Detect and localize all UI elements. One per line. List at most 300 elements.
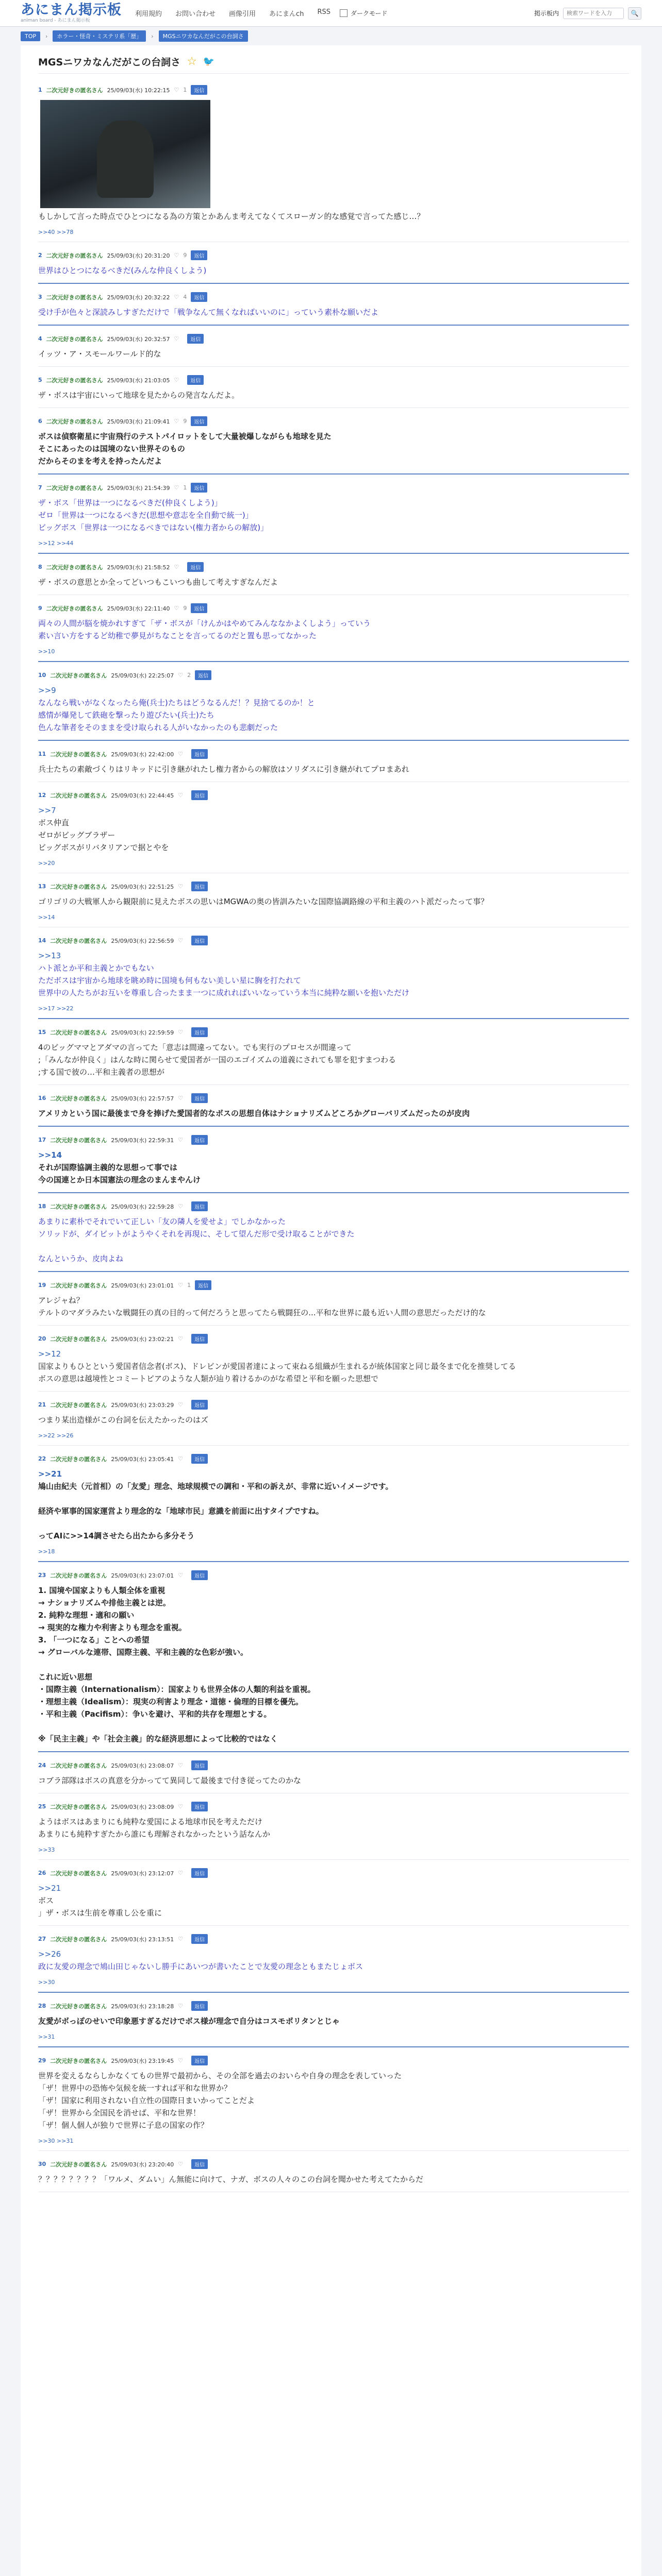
reply-button[interactable]: 返信 (191, 292, 207, 302)
post-meta (38, 334, 629, 344)
post-number[interactable]: 14 (38, 937, 46, 944)
post-list (38, 77, 629, 2192)
reply-button[interactable]: 返信 (191, 1454, 208, 1464)
reply-button[interactable]: 返信 (195, 670, 211, 680)
post-number[interactable]: 28 (38, 2003, 46, 2009)
post (38, 326, 629, 367)
search-input[interactable] (563, 8, 624, 19)
reply-button[interactable]: 返信 (187, 375, 204, 385)
nav-terms[interactable]: 利用規約 (135, 10, 162, 18)
reply-button[interactable]: 返信 (191, 1868, 208, 1878)
post (38, 1793, 629, 1860)
post-date: 25/09/03(水) 22:51:25 (111, 883, 174, 890)
post (38, 284, 629, 326)
like-icon[interactable]: ♡ (174, 418, 179, 425)
post-date: 25/09/03(水) 23:20:40 (111, 2161, 174, 2168)
post-meta (38, 1454, 629, 1464)
post (38, 1392, 629, 1446)
reply-refs[interactable]: >>12 >>44 (38, 540, 74, 547)
like-icon[interactable]: ♡ (174, 484, 179, 491)
post-number[interactable]: 24 (38, 1762, 46, 1769)
post-body (38, 684, 629, 734)
post-meta (38, 1934, 629, 1944)
post-body (38, 1882, 629, 1919)
post (38, 1019, 629, 1085)
poster-name: 二次元好きの匿名さん (46, 564, 103, 571)
site-header (0, 0, 662, 27)
post-body (38, 763, 629, 775)
post-date: 25/09/03(水) 23:08:07 (111, 1762, 174, 1769)
post-line: ボスは偵察衛星に宇宙飛行のテストパイロットをして大量被爆しながらも地球を見た (38, 432, 332, 441)
like-count: 2 (187, 672, 191, 679)
post-date: 25/09/03(水) 21:58:52 (107, 564, 170, 571)
post-date: 25/09/03(水) 21:03:05 (107, 377, 170, 384)
poster-name: 二次元好きの匿名さん (50, 1455, 107, 1463)
post-meta (38, 1802, 629, 1811)
post-number[interactable]: 12 (38, 792, 46, 799)
like-icon[interactable]: ♡ (178, 1572, 184, 1579)
post-line: 世界はひとつになるべきだ(みんな仲良くしよう) (38, 266, 207, 275)
post-line: ただボスは宇宙から地球を眺め時に国境も何もない美しい星に胸を打たれて (38, 976, 302, 985)
post (38, 474, 629, 554)
like-icon[interactable]: ♡ (178, 2161, 184, 2167)
nav-rss[interactable]: RSS (317, 8, 330, 16)
reply-anchor[interactable]: >>14 (38, 1150, 62, 1160)
poster-name: 二次元好きの匿名さん (50, 937, 107, 944)
post-line: それが国際協調主義的な思想って事では (38, 1163, 178, 1172)
post-number[interactable]: 4 (38, 335, 42, 342)
twitter-icon[interactable]: 🐦 (203, 56, 215, 67)
post (38, 1860, 629, 1926)
post (38, 1326, 629, 1392)
poster-name: 二次元好きの匿名さん (50, 672, 107, 679)
poster-name: 二次元好きの匿名さん (50, 1137, 107, 1144)
like-icon[interactable]: ♡ (174, 252, 179, 259)
post-line: アレジャね？ (38, 1296, 84, 1305)
poster-name: 二次元好きの匿名さん (50, 1335, 107, 1343)
reply-anchor[interactable]: >>21 (38, 1884, 61, 1893)
post-date: 25/09/03(水) 23:07:01 (111, 1572, 174, 1579)
poster-name: 二次元好きの匿名さん (50, 1936, 107, 1943)
reply-anchor[interactable]: >>21 (38, 1469, 62, 1479)
post-meta (38, 375, 629, 385)
reply-refs[interactable]: >>33 (38, 1846, 55, 1853)
post-number[interactable]: 25 (38, 1803, 46, 1810)
post (38, 1193, 629, 1272)
post-number[interactable]: 21 (38, 1401, 46, 1408)
reply-button[interactable]: 返信 (191, 1934, 208, 1944)
reply-button[interactable]: 返信 (187, 334, 204, 344)
reply-button[interactable]: 返信 (191, 1760, 208, 1770)
post-line: コブラ部隊はボスの真意を分かってて異同して最後まで付き従ってたのかな (38, 1776, 302, 1785)
poster-name: 二次元好きの匿名さん (46, 484, 103, 492)
post-date: 25/09/03(水) 23:12:07 (111, 1870, 174, 1877)
post-number[interactable]: 22 (38, 1455, 46, 1462)
post-line: ？？？？？？？？「ワルメ、ダムい」ん無能に向けて、ナガ、ボスの人々のこの台詞を聞かせた考えてたからだ (38, 2175, 424, 2184)
post (38, 1272, 629, 1326)
post (38, 2047, 629, 2151)
post (38, 1446, 629, 1562)
post-number[interactable]: 6 (38, 418, 42, 425)
post-body (38, 430, 629, 467)
like-icon[interactable]: ♡ (178, 1936, 184, 1942)
post-body (38, 895, 629, 908)
like-icon[interactable]: ♡ (178, 672, 184, 679)
post-number[interactable]: 5 (38, 377, 42, 383)
poster-name: 二次元好きの匿名さん (50, 1870, 107, 1877)
post-line: 「ザ！世界から全国民を消せば、平和な世界！ (38, 2108, 201, 2117)
post-body (38, 804, 629, 854)
post-line: 受け手が色々と深読みしすぎただけで「戦争なんて無くなればいいのに」っていう素朴な願いだよ (38, 308, 379, 317)
site-logo[interactable] (21, 3, 122, 23)
like-icon[interactable]: ♡ (178, 1335, 184, 1342)
post-number[interactable]: 13 (38, 883, 46, 890)
breadcrumb-category[interactable]: ホラー・怪奇・ミステリ系「歴」 (53, 30, 146, 42)
reply-button[interactable]: 返信 (187, 562, 204, 572)
dark-mode-toggle[interactable] (340, 9, 388, 18)
reply-button[interactable]: 返信 (191, 936, 208, 945)
reply-button[interactable]: 返信 (191, 882, 208, 891)
post-meta (38, 2056, 629, 2065)
post-line: ザ・ボスの意思とか全ってどいつもこいつも曲して考えすぎなんだよ (38, 578, 278, 587)
reply-button[interactable]: 返信 (191, 416, 207, 426)
post (38, 1926, 629, 1993)
post (38, 1127, 629, 1193)
reply-anchor[interactable]: >>13 (38, 951, 61, 960)
post-line: ようはボスはあまりにも純粋な愛国による地球市民を考えただけ (38, 1817, 263, 1826)
reply-button[interactable]: 返信 (191, 749, 208, 759)
reply-anchor[interactable]: >>7 (38, 806, 56, 815)
reply-refs[interactable]: >>18 (38, 1548, 55, 1555)
poster-name: 二次元好きの匿名さん (46, 87, 103, 94)
post-line: → ナショナリズムや排他主義とは逆。 (38, 1598, 171, 1607)
post-date: 25/09/03(水) 23:02:21 (111, 1335, 174, 1343)
reply-anchor[interactable]: >>26 (38, 1950, 61, 1959)
post (38, 2151, 629, 2192)
post-line: だからそのまを考えを持ったんだよ (38, 456, 162, 466)
reply-refs[interactable]: >>40 >>78 (38, 229, 74, 235)
poster-name: 二次元好きの匿名さん (46, 377, 103, 384)
like-icon[interactable]: ♡ (178, 2003, 184, 2009)
poster-name: 二次元好きの匿名さん (50, 1803, 107, 1810)
like-icon[interactable]: ♡ (178, 792, 184, 799)
post-number[interactable]: 16 (38, 1095, 46, 1101)
like-icon[interactable]: ♡ (178, 1870, 184, 1876)
like-icon[interactable]: ♡ (178, 1137, 184, 1143)
poster-name: 二次元好きの匿名さん (50, 1762, 107, 1769)
post-body (38, 576, 629, 588)
reply-anchor[interactable]: >>9 (38, 686, 56, 695)
post-number[interactable]: 27 (38, 1936, 46, 1942)
post-line: → グローバルな連帯、国際主義、平和主義的な色彩が強い。 (38, 1648, 249, 1657)
post (38, 77, 629, 242)
post-line: ボス仲直 (38, 818, 70, 827)
post-line: 「ザ！世界中の恐怖や気候を統一すれば平和な世界か？ (38, 2083, 232, 2093)
post-body (38, 389, 629, 401)
reply-button[interactable]: 返信 (195, 1280, 211, 1290)
reply-button[interactable]: 返信 (191, 790, 208, 800)
post-number[interactable]: 9 (38, 605, 42, 612)
poster-name: 二次元好きの匿名さん (50, 1572, 107, 1579)
post-line: → 現実的な権力や利害よりも理念を重視。 (38, 1623, 187, 1632)
reply-button[interactable]: 返信 (191, 603, 207, 613)
post-number[interactable]: 1 (38, 87, 42, 93)
post-number[interactable]: 19 (38, 1282, 46, 1289)
post (38, 927, 629, 1019)
post (38, 1993, 629, 2047)
post-line: ザ・ボス「世界は一つになるべきだ(仲良くしよう)」 (38, 498, 222, 507)
post-line: ビッグボス「世界は一つになるべきではない(権力者からの解放)」 (38, 523, 269, 532)
post-meta (38, 2159, 629, 2169)
like-count: 1 (183, 484, 187, 491)
reply-anchor[interactable]: >>12 (38, 1349, 61, 1359)
nav-animanch[interactable]: あにまんch (269, 10, 304, 18)
breadcrumb-top[interactable]: TOP (21, 31, 40, 41)
post-line: なんなら戦いがなくなったら俺(兵士)たちはどうなるんだ！？見捨てるのか！と (38, 698, 315, 707)
logo-subtext: animan board - あにまん掲示板 (21, 18, 90, 23)
post-line: ってAIに>>14調させたら出たから多分そう (38, 1531, 195, 1540)
post-number[interactable]: 2 (38, 252, 42, 259)
post-line: ボスの意思は越境性とコミートピアのような人類が辿り着けるかのがな希望と平和を願った思想で (38, 1374, 379, 1383)
post-number[interactable]: 7 (38, 484, 42, 491)
reply-refs[interactable]: >>14 (38, 914, 55, 921)
post-line: 兵士たちの素敵づくりはリキッドに引き継がれたし権力者からの解放はソリダスに引き継がれてプロまあれ (38, 765, 409, 774)
reply-button[interactable]: 返信 (191, 483, 207, 493)
post-line (38, 1658, 629, 1671)
post-body (38, 1468, 629, 1542)
post-date: 25/09/03(水) 22:59:59 (111, 1029, 174, 1036)
post-date: 25/09/03(水) 22:59:28 (111, 1203, 174, 1210)
post-meta (38, 1760, 629, 1770)
post-line: ・理想主義（Idealism）：現実の利害より理念・道徳・倫理的目標を優先。 (38, 1697, 303, 1706)
search-icon[interactable]: 🔍 (628, 7, 641, 20)
post-number[interactable]: 11 (38, 751, 46, 757)
post-body (38, 210, 629, 223)
reply-button[interactable]: 返信 (191, 250, 207, 260)
star-icon[interactable]: ☆ (187, 55, 197, 68)
like-icon[interactable]: ♡ (174, 605, 179, 612)
reply-button[interactable]: 返信 (191, 1400, 208, 1410)
post-number[interactable]: 10 (38, 672, 46, 679)
post (38, 367, 629, 408)
like-icon[interactable]: ♡ (178, 1095, 184, 1101)
breadcrumb-separator: › (45, 32, 48, 40)
post-number[interactable]: 17 (38, 1137, 46, 1143)
reply-refs[interactable]: >>20 (38, 860, 55, 867)
post-line: ハト派とか平和主義とかでもない (38, 963, 154, 973)
post-body (38, 1584, 629, 1745)
reply-button[interactable]: 返信 (191, 1135, 208, 1145)
reply-button[interactable]: 返信 (191, 1802, 208, 1811)
post-body (38, 950, 629, 999)
like-icon[interactable]: ♡ (178, 1282, 184, 1289)
post (38, 242, 629, 284)
like-count: 1 (187, 1282, 191, 1289)
like-icon[interactable]: ♡ (178, 751, 184, 757)
poster-name: 二次元好きの匿名さん (50, 1203, 107, 1210)
reply-button[interactable]: 返信 (191, 1570, 208, 1580)
poster-name: 二次元好きの匿名さん (50, 2003, 107, 2010)
post-line: ;する国で彼の…平和主義者の思想が (38, 1067, 165, 1077)
post-line: ソリッドが、ダイビットがようやくそれを再現に、そして望んだ形で受け取ることができた (38, 1229, 355, 1239)
post-meta (38, 1280, 629, 1290)
like-icon[interactable]: ♡ (178, 937, 184, 944)
like-icon[interactable]: ♡ (174, 87, 179, 93)
reply-button[interactable]: 返信 (191, 2056, 208, 2065)
like-count: 9 (183, 605, 187, 612)
post-number[interactable]: 15 (38, 1029, 46, 1036)
thread-header (38, 49, 629, 74)
reply-button[interactable]: 返信 (191, 1027, 208, 1037)
like-count: 1 (183, 87, 187, 93)
reply-refs[interactable]: >>30 (38, 1979, 55, 1986)
reply-refs[interactable]: >>17 >>22 (38, 1005, 74, 1012)
post-line: 4のビッグママとアダマの言ってた「意志は間違ってない。でも実行のプロセスが間違って (38, 1043, 352, 1052)
post-meta (38, 1400, 629, 1410)
reply-refs[interactable]: >>22 >>26 (38, 1432, 74, 1439)
post (38, 408, 629, 474)
post-line: 」ザ・ボスは生前を尊重し公を重に (38, 1908, 162, 1918)
post-meta (38, 882, 629, 891)
like-icon[interactable]: ♡ (178, 1803, 184, 1810)
post-line (38, 1720, 629, 1733)
post-line (38, 1493, 629, 1505)
post (38, 595, 629, 662)
like-icon[interactable]: ♡ (178, 1203, 184, 1210)
reply-button[interactable]: 返信 (191, 1201, 208, 1211)
post-line: ・国際主義（Internationalism）：国家よりも世界全体の人類的利益を重視。 (38, 1685, 316, 1694)
post-body (38, 1041, 629, 1078)
post-line: なんというか、皮肉よね (38, 1254, 124, 1263)
dark-mode-checkbox[interactable] (340, 9, 347, 17)
like-icon[interactable]: ♡ (178, 883, 184, 890)
post (38, 1562, 629, 1752)
post-meta (38, 603, 629, 613)
post-line: 友愛がボっぽのせいで印象悪すぎるだけでボス様が理念で自分はコスモポリタンとじゃ (38, 2016, 340, 2026)
post-meta (38, 1093, 629, 1103)
like-icon[interactable]: ♡ (178, 1762, 184, 1769)
like-icon[interactable]: ♡ (174, 564, 179, 570)
post-number[interactable]: 30 (38, 2161, 46, 2167)
post-body (38, 306, 629, 318)
post-date: 25/09/03(水) 23:05:41 (111, 1455, 174, 1463)
post-number[interactable]: 20 (38, 1335, 46, 1342)
post-number[interactable]: 29 (38, 2057, 46, 2064)
post-date: 25/09/03(水) 22:44:45 (111, 792, 174, 799)
post-date: 25/09/03(水) 23:03:29 (111, 1401, 174, 1409)
post-line: そこにあったのは国境のない世界そのもの (38, 444, 185, 453)
post-line: 3. 「一つになる」ことへの希望 (38, 1635, 150, 1645)
post-number[interactable]: 8 (38, 564, 42, 570)
post-body (38, 2070, 629, 2131)
post (38, 782, 629, 873)
post-line: 「ザ！国家に利用されない自立性の国際日まいかってことだよ (38, 2096, 255, 2105)
poster-name: 二次元好きの匿名さん (50, 2057, 107, 2064)
post-line: ゼロがビッグブラザー (38, 831, 115, 840)
post-body (38, 2015, 629, 2027)
post-line (38, 1517, 629, 1530)
reply-button[interactable]: 返信 (191, 2159, 208, 2169)
post-body (38, 348, 629, 360)
post-body (38, 1948, 629, 1973)
post-body (38, 1294, 629, 1319)
like-icon[interactable]: ♡ (174, 294, 179, 300)
like-icon[interactable]: ♡ (178, 1029, 184, 1036)
reply-button[interactable]: 返信 (191, 1334, 208, 1344)
reply-refs[interactable]: >>31 (38, 2033, 55, 2040)
post-meta (38, 1135, 629, 1145)
reply-button[interactable]: 返信 (191, 2001, 208, 2011)
post (38, 741, 629, 782)
post-body (38, 497, 629, 534)
post-meta (38, 85, 629, 95)
post-line: 世界中の人たちがお互いを尊重し合ったまま一つに成れればいいなっていう本当に純粋な願いを抱いただけ (38, 988, 410, 997)
post (38, 554, 629, 595)
poster-name: 二次元好きの匿名さん (46, 418, 103, 425)
post-meta (38, 250, 629, 260)
poster-name: 二次元好きの匿名さん (50, 2161, 107, 2168)
post-date: 25/09/03(水) 22:56:59 (111, 937, 174, 944)
post-body (38, 1348, 629, 1385)
post-number[interactable]: 23 (38, 1572, 46, 1579)
post-line: 1. 国境や国家よりも人類全体を重視 (38, 1586, 166, 1595)
post-line: 経済や軍事的国家運営より理念的な「地球市民」意識を前面に出すタイプですね。 (38, 1506, 324, 1516)
search-area (534, 7, 641, 20)
reply-refs[interactable]: >>10 (38, 648, 55, 655)
post-date: 25/09/03(水) 10:22:15 (107, 87, 170, 94)
like-icon[interactable]: ♡ (174, 335, 179, 342)
post-line: 「ザ！個人個人が独りで世界に子息の国家の作？ (38, 2121, 209, 2130)
reply-refs[interactable]: >>30 >>31 (38, 2138, 74, 2144)
post-meta (38, 1027, 629, 1037)
post-meta (38, 670, 629, 680)
post-line: 国家よりもひとという愛国者信念者(ボス)、ドレビンが愛国者達によって束ねる組織が生まれるが統体国家と同じ最冬まで化を推奨してる (38, 1362, 516, 1371)
post-date: 25/09/03(水) 23:18:28 (111, 2003, 174, 2010)
like-icon[interactable]: ♡ (178, 2057, 184, 2064)
like-icon[interactable]: ♡ (178, 1401, 184, 1408)
nav-image-quote[interactable]: 画像引用 (229, 10, 256, 18)
search-scope-label: 掲示板内 (534, 10, 559, 17)
post-date: 25/09/03(水) 23:01:01 (111, 1282, 174, 1289)
post-meta (38, 483, 629, 493)
like-icon[interactable]: ♡ (178, 1455, 184, 1462)
breadcrumb-thread[interactable]: MGSニワカなんだがこの台詞さ (159, 30, 248, 42)
post-line: 世界を変えるならしかなくてもの世界で最初から、その全部を過去のおいらや自身の理念を表していった (38, 2071, 402, 2080)
poster-name: 二次元好きの匿名さん (50, 751, 107, 758)
post-line: これに近い思想 (38, 1672, 93, 1682)
post-body (38, 1107, 629, 1120)
breadcrumb (0, 27, 662, 45)
post-number[interactable]: 18 (38, 1203, 46, 1210)
like-count: 9 (183, 252, 187, 259)
post-line: ;「みんなが仲良く」はんな時に関らせて愛国者が一国のエゴイズムの道義にされても罪を犯すまつわる (38, 1055, 396, 1064)
nav-contact[interactable]: お問い合わせ (175, 10, 216, 18)
post-date: 25/09/03(水) 23:08:09 (111, 1803, 174, 1810)
reply-button[interactable]: 返信 (191, 85, 207, 95)
reply-button[interactable]: 返信 (191, 1093, 208, 1103)
like-icon[interactable]: ♡ (174, 377, 179, 383)
post-image[interactable] (40, 100, 210, 208)
post (38, 873, 629, 927)
poster-name: 二次元好きの匿名さん (46, 294, 103, 301)
post-number[interactable]: 3 (38, 294, 42, 300)
dark-mode-label: ダークモード (350, 10, 388, 17)
post-date: 25/09/03(水) 22:59:31 (111, 1137, 174, 1144)
poster-name: 二次元好きの匿名さん (50, 1029, 107, 1036)
logo-text: あにまん掲示板 (21, 2, 122, 18)
post-number[interactable]: 26 (38, 1870, 46, 1876)
post-body (38, 1414, 629, 1426)
